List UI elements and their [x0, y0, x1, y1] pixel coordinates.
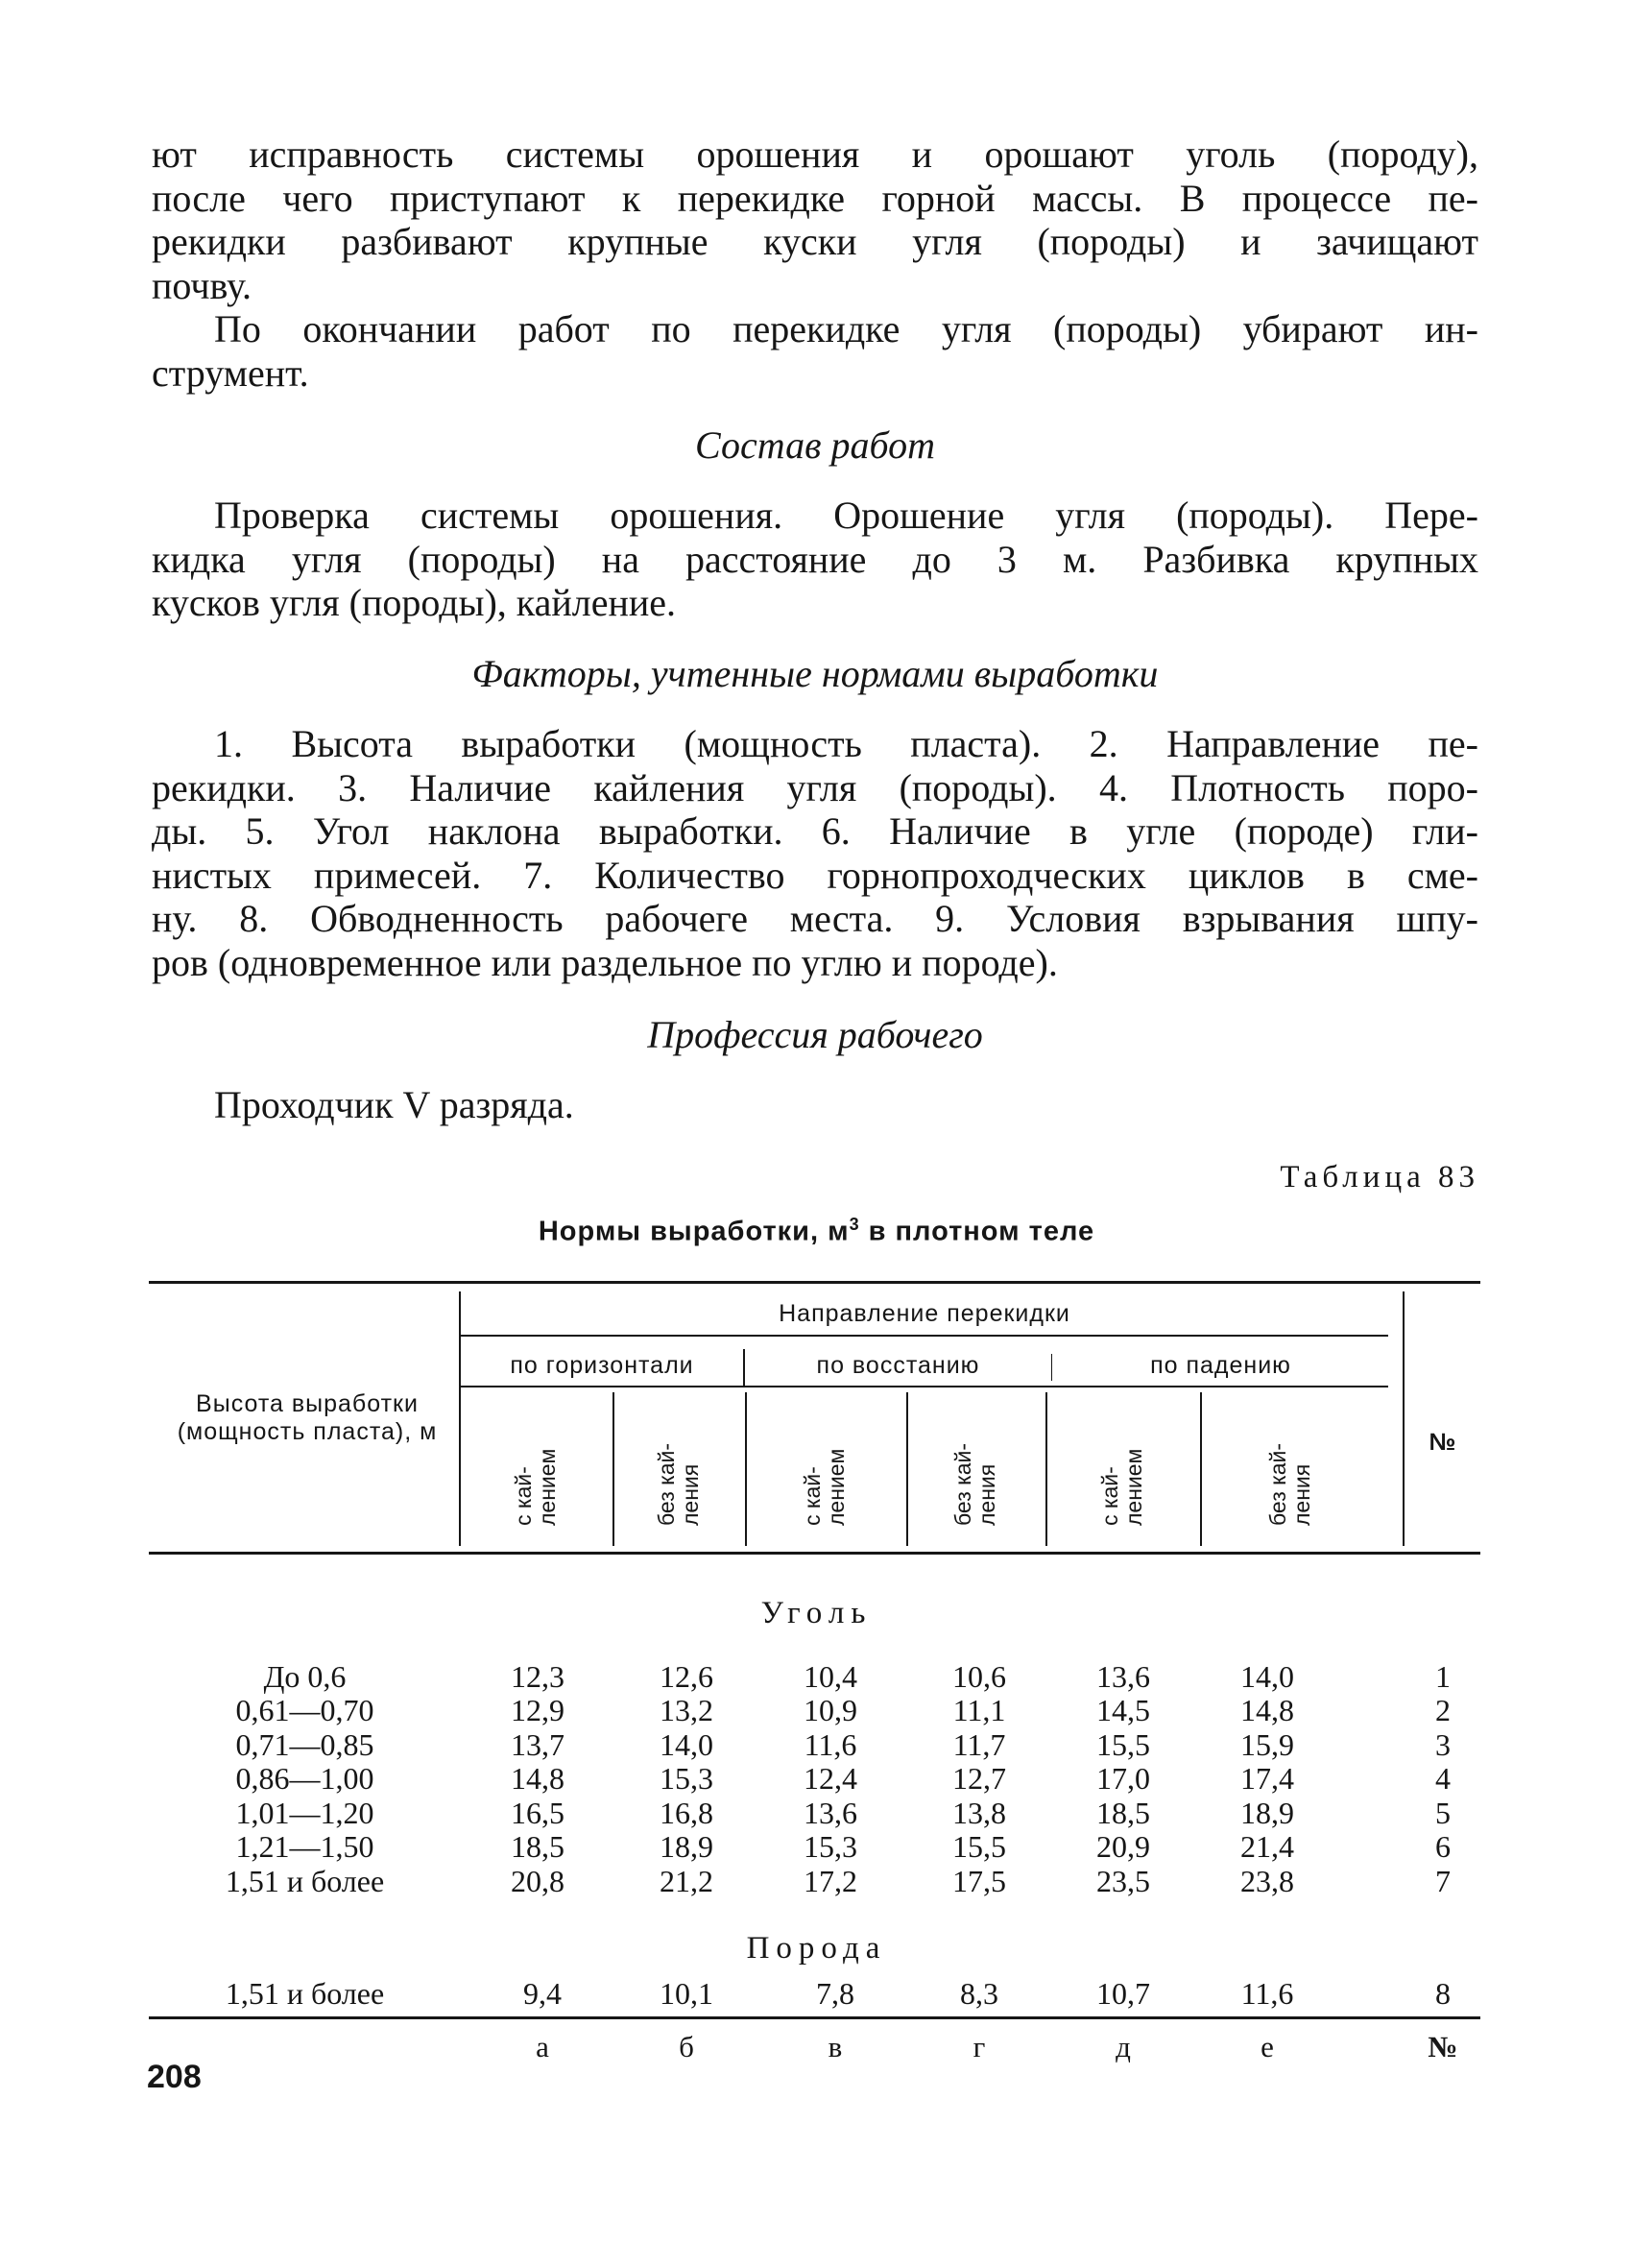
row-value: 18,9	[1240, 1796, 1294, 1830]
header-height-label	[163, 1390, 451, 1446]
table-title-tail: в плотном теле	[859, 1216, 1095, 1247]
subheader-without-pick	[1266, 1411, 1316, 1526]
subheader-line: ления	[974, 1463, 999, 1526]
row-value: 11,7	[952, 1727, 1006, 1762]
row-value: 16,5	[511, 1796, 564, 1830]
row-value: 12,6	[660, 1659, 713, 1694]
heading-profession: Профессия рабочего	[647, 1013, 983, 1056]
table-title-sup: 3	[849, 1215, 860, 1234]
row-value: 15,5	[1096, 1727, 1150, 1762]
row-value: 10,4	[804, 1659, 857, 1694]
text-line: Проверка системы орошения. Орошение угля (породы). Пере-	[214, 494, 1478, 537]
row-value: 12,9	[511, 1693, 564, 1727]
paragraph-4	[152, 722, 1478, 985]
row-number: 5	[1435, 1796, 1451, 1830]
subheader-line: ления	[1289, 1463, 1314, 1526]
row-value: 23,5	[1096, 1864, 1150, 1898]
row-number: 1	[1435, 1659, 1451, 1694]
row-value: 16,8	[660, 1796, 713, 1830]
footer-letter: б	[679, 2030, 694, 2063]
subheader-line: с кай-	[511, 1466, 536, 1526]
subheader-line: с кай-	[1097, 1466, 1122, 1526]
text-line: Проходчик V разряда.	[214, 1083, 574, 1126]
row-value: 23,8	[1240, 1864, 1294, 1898]
row-value: 17,0	[1096, 1761, 1150, 1796]
footer-letter: е	[1261, 2030, 1274, 2063]
row-value: 18,5	[1096, 1796, 1150, 1830]
row-value: 15,3	[804, 1829, 857, 1864]
header-divider	[745, 1392, 747, 1546]
text-line: 1. Высота выработки (мощность пласта). 2. Направление пе-	[214, 722, 1478, 765]
subheader-line: без кай-	[1265, 1442, 1290, 1526]
header-divider	[1200, 1392, 1202, 1546]
header-divider	[1051, 1354, 1052, 1381]
header-divider	[906, 1392, 908, 1546]
text-line: нистых примесей. 7. Количество горнопроходческих циклов в сме-	[152, 853, 1478, 897]
table-top-rule	[149, 1281, 1480, 1284]
subheader-line: без кай-	[654, 1442, 679, 1526]
row-number: 7	[1435, 1864, 1451, 1898]
row-number: 8	[1435, 1976, 1451, 2011]
subheader-with-pick	[512, 1411, 562, 1526]
text-line: рекидки. 3. Наличие кайления угля (породы). 4. Плотность поро-	[152, 765, 1478, 809]
row-value: 11,1	[952, 1693, 1006, 1727]
heading-factors: Факторы, учтенные нормами выработки	[471, 652, 1159, 695]
row-height: До 0,6	[263, 1659, 347, 1694]
header-divider	[1045, 1392, 1047, 1546]
row-value: 18,5	[511, 1829, 564, 1864]
text-line: кусков угля (породы), кайление.	[152, 581, 677, 625]
text-line: ров (одновременное или раздельное по углю и породе).	[152, 940, 1058, 984]
subheader-line: лением	[824, 1448, 849, 1526]
row-value: 14,8	[511, 1761, 564, 1796]
page-number: 208	[147, 2059, 202, 2095]
row-value: 13,6	[1096, 1659, 1150, 1694]
row-value: 21,2	[660, 1864, 713, 1898]
row-height: 1,01—1,20	[235, 1796, 374, 1830]
table-bottom-rule	[149, 2016, 1480, 2019]
row-number: 3	[1435, 1727, 1451, 1762]
text-line: По окончании работ по перекидке угля (породы) убирают ин-	[214, 307, 1478, 350]
row-value: 10,7	[1096, 1976, 1150, 2011]
subheader-with-pick	[1098, 1411, 1148, 1526]
row-height: 0,71—0,85	[235, 1727, 374, 1762]
header-height-line2: (мощность пласта), м	[177, 1418, 438, 1445]
row-value: 13,8	[952, 1796, 1006, 1830]
text-line: рекидки разбивают крупные куски угля (породы) и зачищают	[152, 220, 1478, 264]
row-value: 17,5	[952, 1864, 1006, 1898]
footer-letter: г	[973, 2030, 986, 2063]
row-height: 1,21—1,50	[235, 1829, 374, 1864]
header-divider	[1403, 1291, 1405, 1546]
row-value: 18,9	[660, 1829, 713, 1864]
text-line: ды. 5. Угол наклона выработки. 6. Наличие в угле (породе) гли-	[152, 809, 1478, 854]
section-coal: Уголь	[760, 1596, 873, 1630]
row-value: 14,0	[1240, 1659, 1294, 1694]
header-number: №	[1429, 1429, 1457, 1456]
section-rock: Порода	[746, 1931, 887, 1966]
header-divider	[612, 1392, 614, 1546]
paragraph-3	[152, 494, 1478, 625]
subheader-line: с кай-	[800, 1466, 825, 1526]
text-line: кидка угля (породы) на расстояние до 3 м. Разбивка крупных	[152, 537, 1478, 581]
row-number: 6	[1435, 1829, 1451, 1864]
row-value: 17,2	[804, 1864, 857, 1898]
heading-composition: Состав работ	[695, 423, 935, 467]
row-value: 11,6	[1240, 1976, 1294, 2011]
row-value: 20,8	[511, 1864, 564, 1898]
text-line: ну. 8. Обводненность рабочеге места. 9. Условия взрывания шпу-	[152, 897, 1478, 941]
row-value: 13,2	[660, 1693, 713, 1727]
row-value: 12,3	[511, 1659, 564, 1694]
row-value: 13,7	[511, 1727, 564, 1762]
header-group-dip: по падению	[1150, 1352, 1291, 1379]
header-height-line1: Высота выработки	[196, 1390, 419, 1417]
footer-letter: а	[536, 2030, 549, 2063]
paragraph-1	[152, 133, 1478, 307]
row-height: 0,61—0,70	[235, 1693, 374, 1727]
row-value: 15,9	[1240, 1727, 1294, 1762]
subheader-line: ления	[678, 1463, 703, 1526]
table-title-text: Нормы выработки, м	[538, 1216, 850, 1247]
row-number: 2	[1435, 1693, 1451, 1727]
row-value: 21,4	[1240, 1829, 1294, 1864]
row-value: 8,3	[960, 1976, 998, 2011]
row-value: 10,9	[804, 1693, 857, 1727]
row-height: 1,51 и более	[225, 1976, 385, 2011]
row-value: 10,6	[952, 1659, 1006, 1694]
subheader-with-pick	[801, 1411, 851, 1526]
row-value: 11,6	[804, 1727, 857, 1762]
row-value: 15,3	[660, 1761, 713, 1796]
paragraph-2	[152, 307, 1478, 395]
header-divider	[461, 1386, 1388, 1387]
row-value: 15,5	[952, 1829, 1006, 1864]
row-height: 0,86—1,00	[235, 1761, 374, 1796]
subheader-line: лением	[535, 1448, 560, 1526]
subheader-line: без кай-	[950, 1442, 975, 1526]
text-line: после чего приступают к перекидке горной массы. В процессе пе-	[152, 176, 1478, 220]
row-value: 9,4	[523, 1976, 562, 2011]
footer-letter: д	[1116, 2030, 1131, 2063]
subheader-without-pick	[951, 1411, 1001, 1526]
header-divider	[461, 1335, 1388, 1337]
row-number: 4	[1435, 1761, 1451, 1796]
row-value: 20,9	[1096, 1829, 1150, 1864]
footer-letter: в	[828, 2030, 843, 2063]
paragraph-5	[152, 1083, 1478, 1127]
subheader-without-pick	[655, 1411, 705, 1526]
text-line: струмент.	[152, 350, 309, 395]
subheader-line: лением	[1121, 1448, 1146, 1526]
header-direction: Направление перекидки	[779, 1300, 1070, 1327]
row-value: 14,0	[660, 1727, 713, 1762]
footer-number: №	[1428, 2030, 1458, 2063]
table-title	[0, 1215, 1633, 1248]
header-group-horizontal: по горизонтали	[510, 1352, 694, 1379]
row-value: 17,4	[1240, 1761, 1294, 1796]
text-line: почву.	[152, 263, 252, 307]
row-height: 1,51 и более	[225, 1864, 385, 1898]
table-header-rule	[149, 1552, 1480, 1555]
row-value: 14,8	[1240, 1693, 1294, 1727]
row-value: 12,7	[952, 1761, 1006, 1796]
header-group-rise: по восстанию	[816, 1352, 980, 1379]
text-line: ют исправность системы орошения и орошают уголь (породу),	[152, 133, 1478, 176]
row-value: 7,8	[816, 1976, 854, 2011]
row-value: 13,6	[804, 1796, 857, 1830]
row-value: 14,5	[1096, 1693, 1150, 1727]
table-label: Таблица 83	[1280, 1160, 1479, 1194]
row-value: 10,1	[660, 1976, 713, 2011]
header-divider	[459, 1291, 461, 1546]
row-value: 12,4	[804, 1761, 857, 1796]
